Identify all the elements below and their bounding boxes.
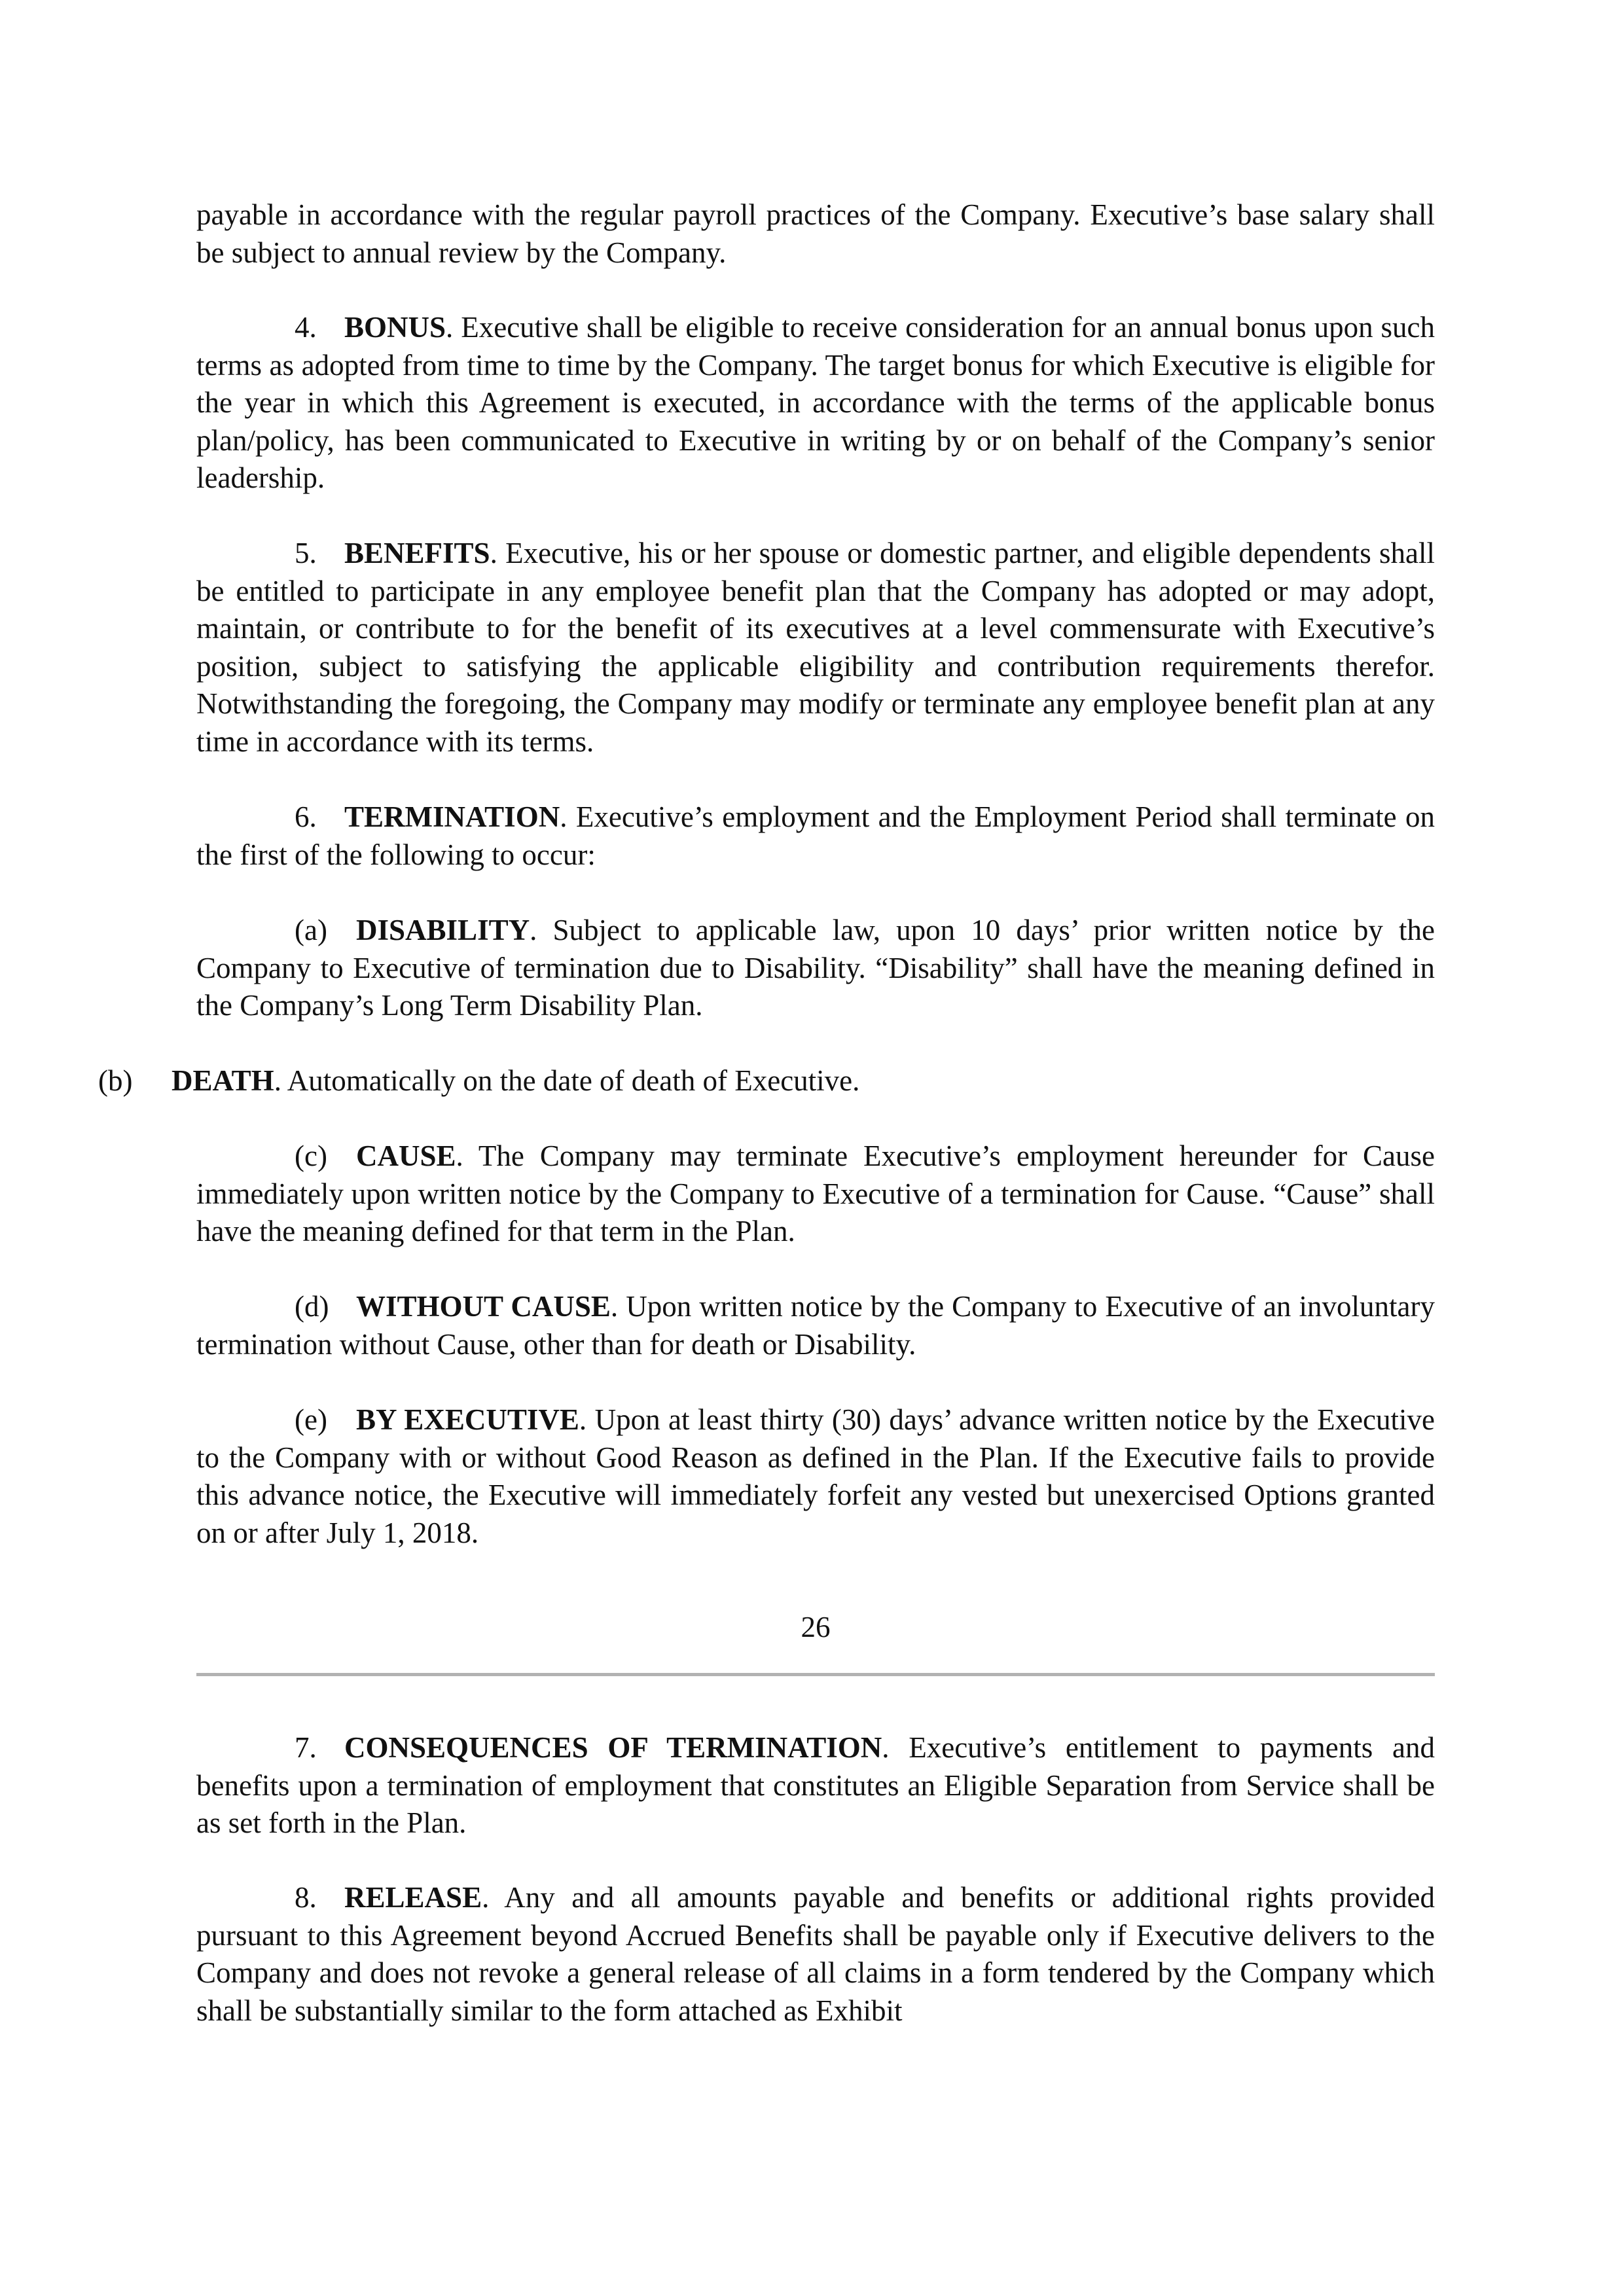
section-heading: TERMINATION — [344, 800, 560, 833]
section-number: 6. — [295, 800, 317, 833]
section-text: . Executive’s entitlement to payments and benefits upon a termination of employment that constitutes an Eligible Separation from Service shall be as set forth in the Plan. — [196, 1731, 1435, 1839]
section-8-release — [196, 1879, 1435, 2030]
section-heading: BONUS — [344, 311, 446, 344]
subsection-text: . Automatically on the date of death of Executive. — [274, 1064, 860, 1097]
section-heading: BENEFITS — [344, 537, 490, 569]
section-text: . Executive shall be eligible to receive consideration for an annual bonus upon such terms as adopted from time to time by the Company. The target bonus for which Executive is eligible for the year in which this Agreement is executed, in accordance with the terms of the applicable bonus plan/policy, has been communicated to Executive in writing by or on behalf of the Company’s senior leadership. — [196, 311, 1435, 494]
subsection-6d-without-cause — [196, 1288, 1435, 1363]
page-break-rule — [196, 1673, 1435, 1676]
section-text: . Executive’s employment and the Employment Period shall terminate on the first of the following to occur: — [196, 800, 1435, 871]
page-number: 26 — [801, 1611, 831, 1643]
section-number: 4. — [295, 311, 317, 344]
section-heading: CONSEQUENCES OF TERMINATION — [344, 1731, 882, 1764]
section-6-termination — [196, 798, 1435, 874]
section-4-bonus — [196, 309, 1435, 497]
section-5-benefits — [196, 535, 1435, 761]
subsection-letter: (b) — [98, 1064, 133, 1097]
subsection-heading: CAUSE — [356, 1139, 456, 1172]
section-heading: RELEASE — [344, 1881, 482, 1914]
section-number: 5. — [295, 537, 317, 569]
paragraph-intro — [196, 196, 1435, 272]
subsection-text: . Upon written notice by the Company to Executive of an involuntary termination without Cause, other than for death or Disability. — [196, 1290, 1435, 1361]
subsection-heading: DEATH — [171, 1064, 274, 1097]
subsection-letter: (d) — [295, 1290, 329, 1323]
subsection-text: . The Company may terminate Executive’s employment hereunder for Cause immediately upon written notice by the Company to Executive of a termination for Cause. “Cause” shall have the meaning defined for that term in the Plan. — [196, 1139, 1435, 1247]
section-text: . Executive, his or her spouse or domestic partner, and eligible dependents shall be entitled to participate in any employee benefit plan that the Company has adopted or may adopt, maintain, or contribute to for the benefit of its executives at a level commensurate with Executive’s position, subject to satisfying the applicable eligibility and contribution requirements therefor. Notwithstanding the foregoing, the Company may modify or terminate any employee benefit plan at any time in accordance with its terms. — [196, 537, 1435, 758]
subsection-letter: (e) — [295, 1403, 327, 1436]
section-number: 7. — [295, 1731, 317, 1764]
section-7-consequences-of-termination — [196, 1729, 1435, 1842]
subsection-text: . Upon at least thirty (30) days’ advance written notice by the Executive to the Company with or without Good Reason as defined in the Plan. If the Executive fails to provide this advance notice, the Executive will immediately forfeit any vested but unexercised Options granted on or after July 1, 2018. — [196, 1403, 1435, 1549]
subsection-heading: BY EXECUTIVE — [356, 1403, 579, 1436]
section-number: 8. — [295, 1881, 317, 1914]
subsection-heading: DISABILITY — [356, 914, 530, 946]
subsection-6e-by-executive — [196, 1401, 1435, 1552]
subsection-6b-death — [98, 1062, 859, 1100]
subsection-letter: (a) — [295, 914, 327, 946]
subsection-6a-disability — [196, 912, 1435, 1025]
subsection-letter: (c) — [295, 1139, 327, 1172]
subsection-6c-cause — [196, 1138, 1435, 1251]
section-text: . Any and all amounts payable and benefits or additional rights provided pursuant to this Agreement beyond Accrued Benefits shall be payable only if Executive delivers to the Company and does not revoke a general release of all claims in a form tendered by the Company which shall be substantially similar to the form attached as Exhibit — [196, 1881, 1435, 2027]
paragraph-intro-text: payable in accordance with the regular payroll practices of the Company. Executive’s base salary shall be subject to annual review by the Company. — [196, 198, 1435, 269]
subsection-heading: WITHOUT CAUSE — [356, 1290, 611, 1323]
subsection-text: . Subject to applicable law, upon 10 days’ prior written notice by the Company to Executive of termination due to Disability. “Disability” shall have the meaning defined in the Company’s Long Term Disability Plan. — [196, 914, 1435, 1022]
